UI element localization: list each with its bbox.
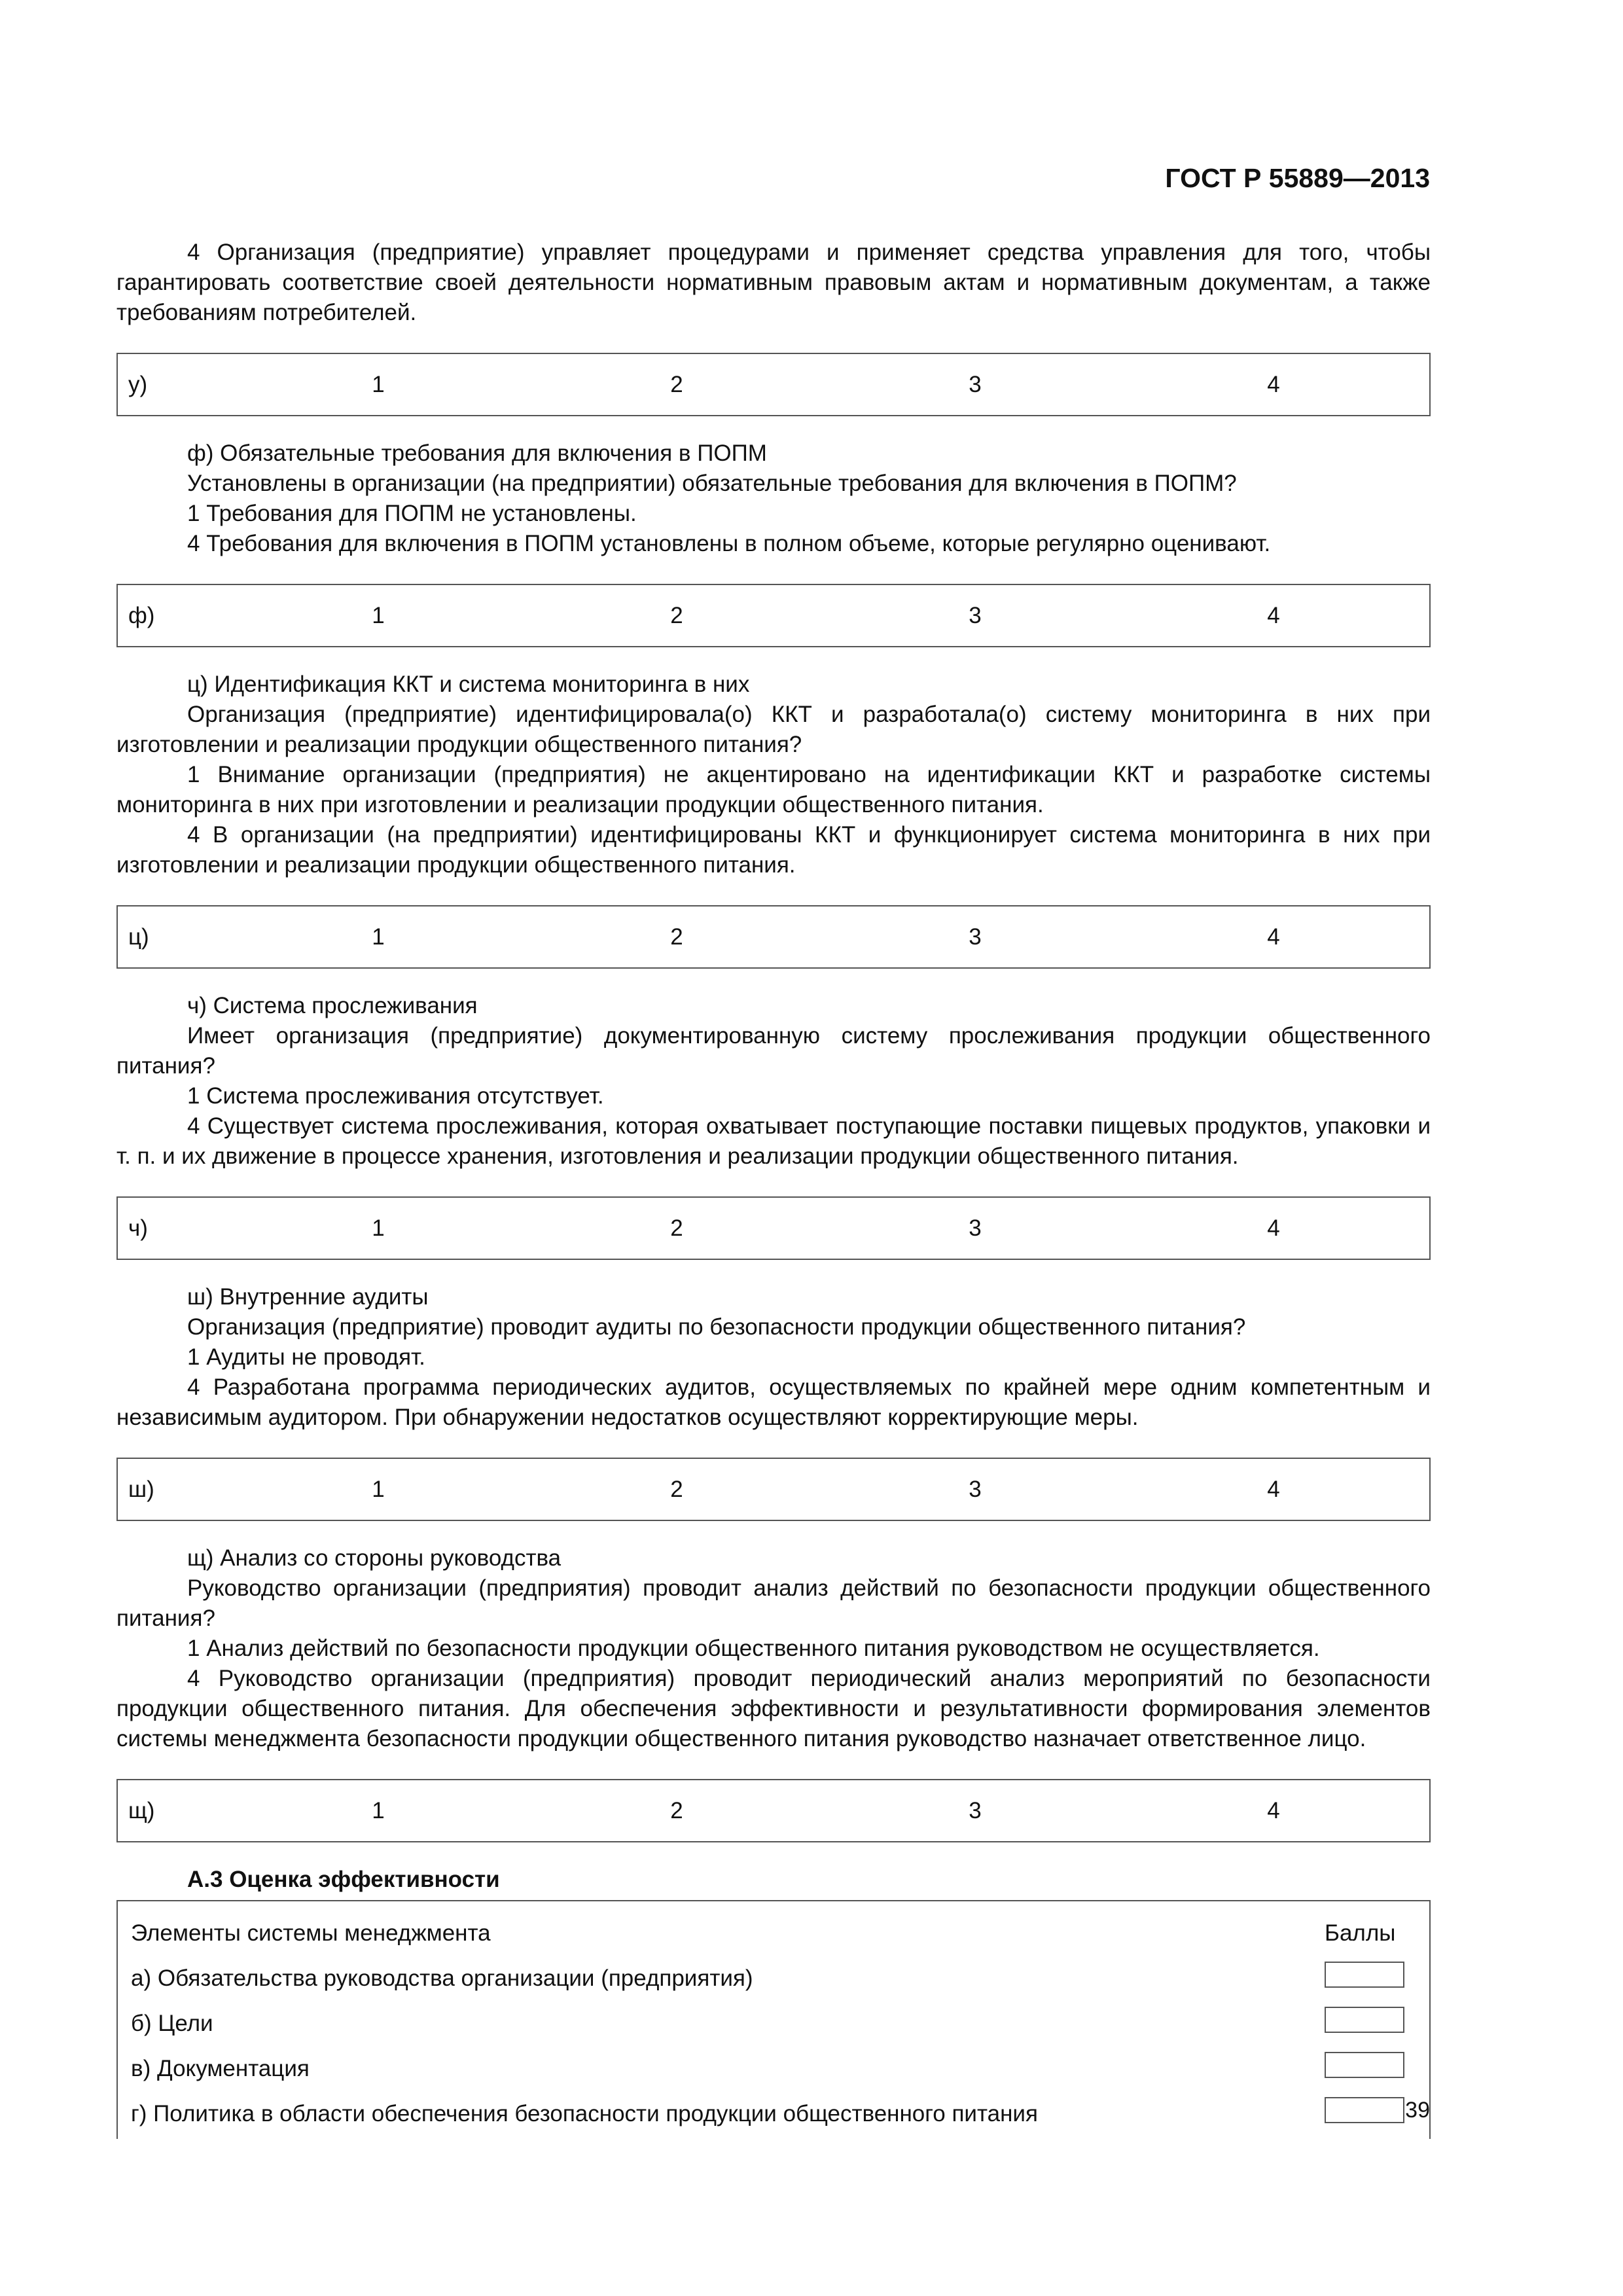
- score-row-label: щ): [128, 1797, 155, 1823]
- points-input[interactable]: [1325, 1962, 1404, 1988]
- score-option-2[interactable]: 2: [670, 1797, 683, 1823]
- score-option-1[interactable]: 1: [372, 924, 385, 950]
- score-row-label: ш): [128, 1476, 154, 1502]
- score-option-2[interactable]: 2: [670, 924, 683, 950]
- section-option-4: 4 Руководство организации (предприятия) проводит периодический анализ мероприятий по безопасности продукции общественного питания. Для обеспечения эффективности и результативности формирования элементов системы менеджмента безопасности продукции общественного питания руководство назначает ответственное лицо.: [116, 1666, 1431, 1751]
- table-row: [131, 1956, 1429, 2001]
- section-question: Установлены в организации (на предприятии) обязательные требования для включения в ПОПМ?: [187, 471, 1237, 496]
- section-title: ф) Обязательные требования для включения в ПОПМ: [187, 440, 767, 466]
- score-option-3[interactable]: 3: [969, 1476, 982, 1502]
- score-row-ts: [116, 905, 1431, 969]
- section-title: ч) Система прослеживания: [187, 993, 478, 1018]
- table-row: [131, 2001, 1429, 2046]
- section-option-1: 1 Анализ действий по безопасности продукции общественного питания руководством не осуществляется.: [187, 1636, 1320, 1661]
- section-question: Руководство организации (предприятия) проводит анализ действий по безопасности продукции общественного питания?: [116, 1575, 1431, 1631]
- score-row-label: ч): [128, 1215, 148, 1241]
- section-option-4: 4 Требования для включения в ПОПМ установлены в полном объеме, которые регулярно оценивают.: [187, 531, 1271, 556]
- document-code: ГОСТ Р 55889—2013: [1165, 163, 1430, 193]
- score-option-3[interactable]: 3: [969, 924, 982, 950]
- page-content: [116, 238, 1431, 2139]
- score-row-label: ц): [128, 924, 149, 950]
- score-option-3[interactable]: 3: [969, 602, 982, 628]
- points-input[interactable]: [1325, 2052, 1404, 2078]
- score-row-f: [116, 584, 1431, 647]
- score-option-3[interactable]: 3: [969, 1215, 982, 1241]
- page-number: 39: [1405, 2098, 1430, 2123]
- score-option-4[interactable]: 4: [1267, 1215, 1280, 1241]
- column-header-points: Баллы: [1325, 1920, 1396, 1946]
- section-option-1: 1 Система прослеживания отсутствует.: [187, 1083, 604, 1109]
- score-option-2[interactable]: 2: [670, 1215, 683, 1241]
- score-row-label: у): [128, 371, 148, 397]
- section-option-1: 1 Требования для ПОПМ не установлены.: [187, 501, 637, 526]
- intro-paragraph: 4 Организация (предприятие) управляет процедурами и применяет средства управления для того, чтобы гарантировать соответствие своей деятельности нормативным правовым актам и нормативным документам, а также требованиям потребителей.: [116, 240, 1431, 325]
- row-label: б) Цели: [131, 2010, 213, 2036]
- score-option-3[interactable]: 3: [969, 371, 982, 397]
- score-option-4[interactable]: 4: [1267, 1797, 1280, 1823]
- score-option-3[interactable]: 3: [969, 1797, 982, 1823]
- section-option-1: 1 Внимание организации (предприятия) не акцентировано на идентификации ККТ и разработке системы мониторинга в них при изготовлении и реализации продукции общественного питания.: [116, 762, 1431, 817]
- section-option-1: 1 Аудиты не проводят.: [187, 1344, 425, 1370]
- row-label: г) Политика в области обеспечения безопасности продукции общественного питания: [131, 2100, 1038, 2126]
- score-option-2[interactable]: 2: [670, 602, 683, 628]
- score-option-2[interactable]: 2: [670, 1476, 683, 1502]
- score-row-shch: [116, 1779, 1431, 1842]
- row-label: в) Документация: [131, 2055, 310, 2081]
- score-row-ch: [116, 1196, 1431, 1260]
- section-option-4: 4 В организации (на предприятии) идентифицированы ККТ и функционирует система мониторинга в них при изготовлении и реализации продукции общественного питания.: [116, 822, 1431, 878]
- score-option-2[interactable]: 2: [670, 371, 683, 397]
- score-row-label: ф): [128, 602, 155, 628]
- score-option-1[interactable]: 1: [372, 1797, 385, 1823]
- table-header-row: [131, 1910, 1429, 1956]
- score-option-1[interactable]: 1: [372, 371, 385, 397]
- score-option-1[interactable]: 1: [372, 602, 385, 628]
- score-row-sh: [116, 1458, 1431, 1521]
- section-option-4: 4 Разработана программа периодических аудитов, осуществляемых по крайней мере одним компетентным и независимым аудитором. При обнаружении недостатков осуществляют корректирующие меры.: [116, 1374, 1431, 1430]
- section-question: Организация (предприятие) идентифицировала(о) ККТ и разработала(о) систему мониторинга в них при изготовлении и реализации продукции общественного питания?: [116, 702, 1431, 757]
- score-option-1[interactable]: 1: [372, 1215, 385, 1241]
- score-option-4[interactable]: 4: [1267, 602, 1280, 628]
- section-question: Организация (предприятие) проводит аудиты по безопасности продукции общественного питания?: [187, 1314, 1246, 1340]
- section-title: ц) Идентификация ККТ и система мониторинга в них: [187, 672, 750, 697]
- row-label: а) Обязательства руководства организации (предприятия): [131, 1965, 753, 1991]
- section-title: щ) Анализ со стороны руководства: [187, 1545, 562, 1571]
- points-input[interactable]: [1325, 2007, 1404, 2033]
- score-option-1[interactable]: 1: [372, 1476, 385, 1502]
- score-row-u: [116, 353, 1431, 416]
- score-option-4[interactable]: 4: [1267, 371, 1280, 397]
- score-option-4[interactable]: 4: [1267, 924, 1280, 950]
- section-option-4: 4 Существует система прослеживания, которая охватывает поступающие поставки пищевых продуктов, упаковки и т. п. и их движение в процессе хранения, изготовления и реализации продукции общественного питания.: [116, 1113, 1431, 1169]
- column-header-elements: Элементы системы менеджмента: [131, 1920, 491, 1946]
- section-a3-title: А.3 Оценка эффективности: [187, 1867, 500, 1892]
- section-question: Имеет организация (предприятие) документированную систему прослеживания продукции общественного питания?: [116, 1023, 1431, 1079]
- table-row: [131, 2046, 1429, 2091]
- section-title: ш) Внутренние аудиты: [187, 1284, 429, 1310]
- score-option-4[interactable]: 4: [1267, 1476, 1280, 1502]
